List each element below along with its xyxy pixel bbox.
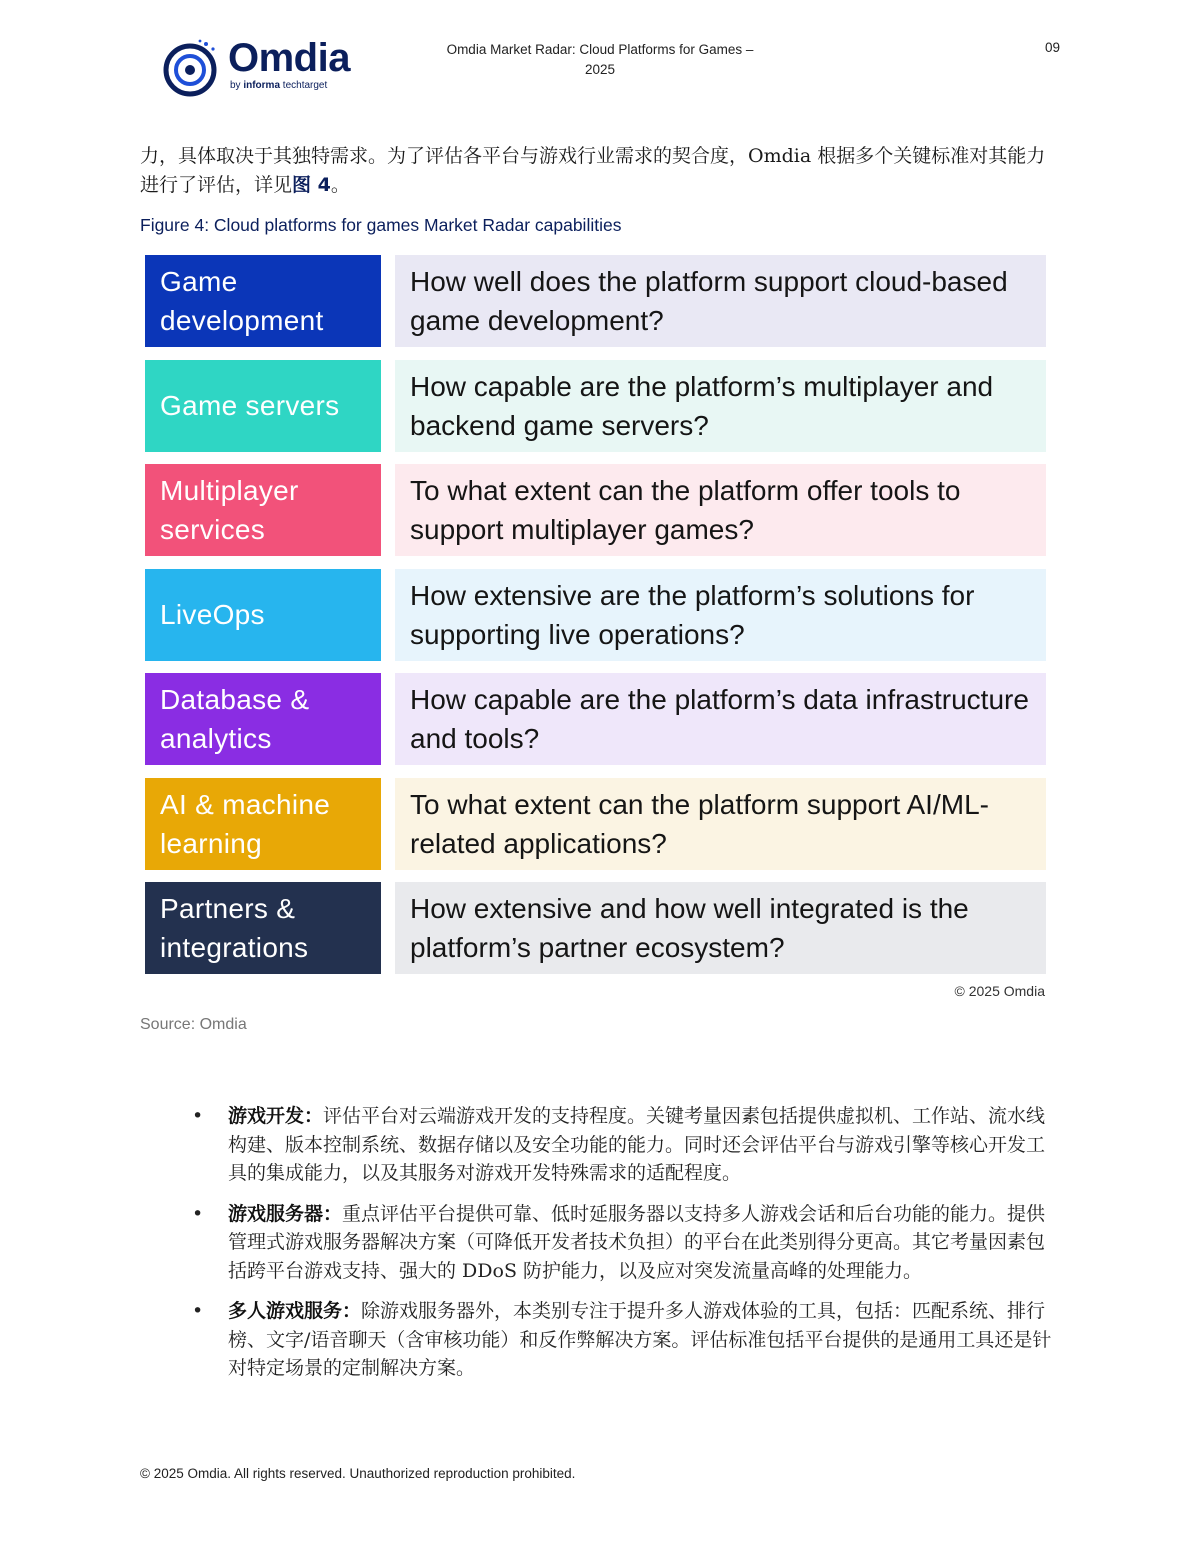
capability-question: How extensive are the platform’s solutions for supporting live operations? bbox=[395, 569, 1046, 661]
capability-question: How extensive and how well integrated is the platform’s partner ecosystem? bbox=[395, 882, 1046, 974]
document-title: Omdia Market Radar: Cloud Platforms for Games – 2025 bbox=[446, 42, 754, 77]
bullet-item bbox=[188, 1200, 1058, 1286]
bullet-dot-icon: • bbox=[192, 1300, 204, 1322]
logo-subline bbox=[230, 80, 327, 91]
figure-source: Source: Omdia bbox=[140, 1016, 247, 1033]
capability-question: How well does the platform support cloud-based game development? bbox=[395, 255, 1046, 347]
logo-sub: techtarget bbox=[282, 80, 328, 91]
intro-paragraph bbox=[140, 142, 1060, 200]
capability-question: How capable are the platform’s data infrastructure and tools? bbox=[395, 673, 1046, 765]
omdia-logo-icon bbox=[160, 38, 224, 98]
capability-label: Game servers bbox=[145, 360, 381, 452]
capability-question: To what extent can the platform offer tools to support multiplayer games? bbox=[395, 464, 1046, 556]
logo-by: by bbox=[230, 80, 241, 91]
logo-brand: informa bbox=[243, 80, 281, 91]
intro-end: 。 bbox=[330, 174, 350, 196]
bullet-text: 重点评估平台提供可靠、低时延服务器以支持多人游戏会话和后台功能的能力。提供管理式游戏服务器解决方案（可降低开发者技术负担）的平台在此类别得分更高。其它考量因素包括跨平台游戏支持、强大的 DDoS 防护能力，以及应对突发流量高峰的处理能力。 bbox=[228, 1202, 1046, 1282]
capability-row bbox=[145, 673, 1046, 765]
page-footer: © 2025 Omdia. All rights reserved. Unauthorized reproduction prohibited. bbox=[140, 1466, 576, 1481]
bullet-item bbox=[188, 1297, 1058, 1383]
capability-row bbox=[145, 882, 1046, 974]
logo-wordmark: Omdia bbox=[228, 36, 350, 80]
capability-question: How capable are the platform’s multiplayer and backend game servers? bbox=[395, 360, 1046, 452]
figure-copyright: © 2025 Omdia bbox=[954, 983, 1045, 999]
capability-row bbox=[145, 360, 1046, 452]
figure-caption: Figure 4: Cloud platforms for games Market Radar capabilities bbox=[140, 215, 622, 235]
bullet-term: 游戏开发： bbox=[228, 1105, 324, 1127]
omdia-logo bbox=[160, 38, 370, 98]
bullet-term: 多人游戏服务： bbox=[228, 1300, 362, 1322]
page-number: 09 bbox=[1044, 40, 1060, 55]
intro-text: 力，具体取决于其独特需求。为了评估各平台与游戏行业需求的契合度，Omdia 根据多个关键标准对其能力进行了评估，详见 bbox=[140, 145, 1046, 196]
capability-label: AI & machine learning bbox=[145, 778, 381, 870]
capability-label: Game development bbox=[145, 255, 381, 347]
capability-label: Multiplayer services bbox=[145, 464, 381, 556]
capability-label: Partners & integrations bbox=[145, 882, 381, 974]
capability-row bbox=[145, 569, 1046, 661]
bullet-dot-icon: • bbox=[192, 1105, 204, 1127]
bullet-item bbox=[188, 1102, 1058, 1188]
capability-label: Database & analytics bbox=[145, 673, 381, 765]
capabilities-table bbox=[145, 255, 1046, 987]
bullet-text: 评估平台对云端游戏开发的支持程度。关键考量因素包括提供虚拟机、工作站、流水线构建、版本控制系统、数据存储以及安全功能的能力。同时还会评估平台与游戏引擎等核心开发工具的集成能力，以及其服务对游戏开发特殊需求的适配程度。 bbox=[228, 1105, 1046, 1184]
capability-row bbox=[145, 255, 1046, 347]
bullet-term: 游戏服务器： bbox=[228, 1202, 343, 1225]
figure-reference: 图 4 bbox=[292, 174, 331, 196]
bullet-dot-icon: • bbox=[192, 1202, 204, 1225]
capability-question: To what extent can the platform support AI/ML-related applications? bbox=[395, 778, 1046, 870]
capability-row bbox=[145, 464, 1046, 556]
bullet-text: 除游戏服务器外，本类别专注于提升多人游戏体验的工具，包括：匹配系统、排行榜、文字/语音聊天（含审核功能）和反作弊解决方案。评估标准包括平台提供的是通用工具还是针对特定场景的定制解决方案。 bbox=[228, 1300, 1052, 1379]
bullet-list bbox=[188, 1102, 1058, 1395]
capability-label: LiveOps bbox=[145, 569, 381, 661]
capability-row bbox=[145, 778, 1046, 870]
